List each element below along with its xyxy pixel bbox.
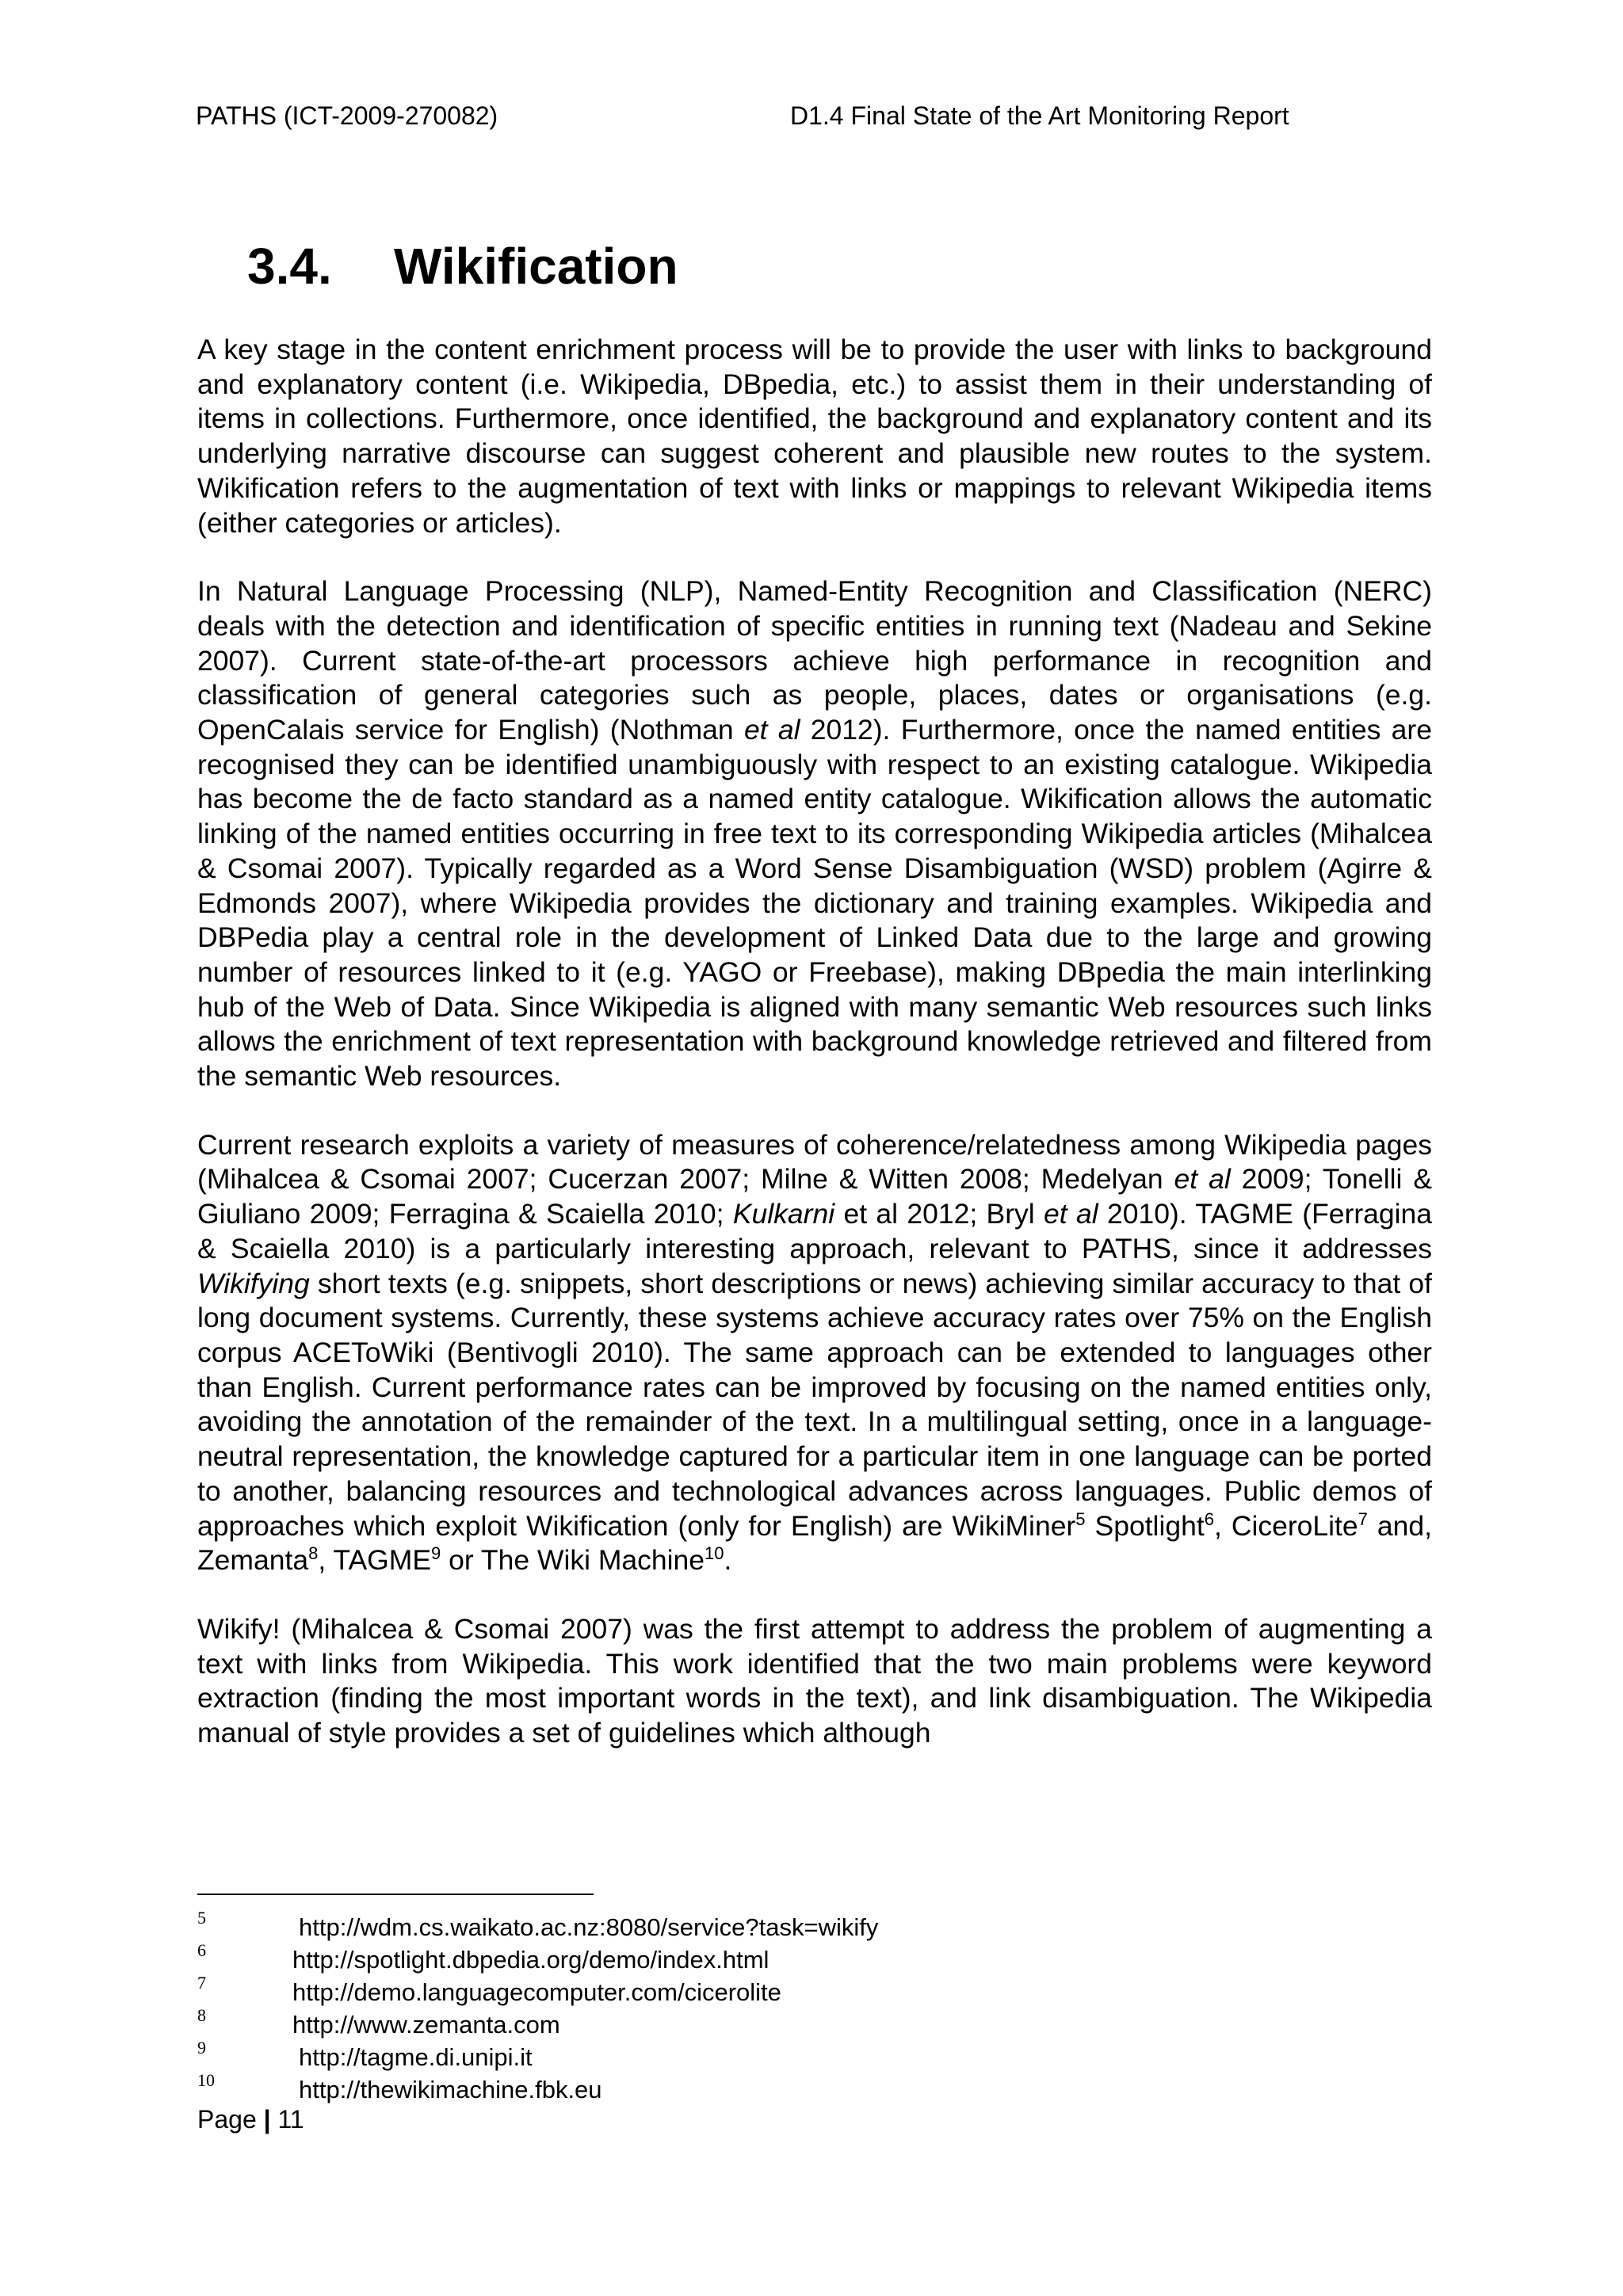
paragraph-1: A key stage in the content enrichment process will be to provide the user with links to background and explanatory content (i.e. Wikipedia, DBpedia, etc.) to assist them in their understanding of items in collections. Furthermore, once identified, the background and explanatory content and its underlying narrative discourse can suggest coherent and plausible new routes to the system. Wikification refers to the augmentation of text with links or mappings to relevant Wikipedia items (either categories or articles). — [197, 334, 1432, 539]
paragraph-3-text: 2009; Tonelli & Giuliano 2009; Ferragina & Scaiella 2010; — [197, 1163, 1433, 1230]
footnotes — [197, 1908, 1228, 2103]
paragraph-3-italic: et al — [1044, 1198, 1098, 1230]
paragraph-2-text: 2012). Furthermore, once the named entities are recognised they can be identified unambiguously with respect to an existing catalogue. Wikipedia has become the de facto standard as a named entity catalogue. Wikification allows the automatic linking of the named entities occurring in free text to its corresponding Wikipedia articles (Mihalcea & Csomai 2007). Typically regarded as a Word Sense Disambiguation (WSD) problem (Agirre & Edmonds 2007), where Wikipedia provides the dictionary and training examples. Wikipedia and DBPedia play a central role in the development of Linked Data due to the large and growing number of resources linked to it (e.g. YAGO or Freebase), making DBpedia the main interlinking hub of the Web of Data. Since Wikipedia is aligned with many semantic Web resources such links allows the enrichment of text representation with background knowledge retrieved and filtered from the semantic Web resources. — [197, 714, 1432, 1093]
header-project-id: PATHS (ICT-2009-270082) — [196, 101, 498, 130]
paragraph-3-text: and, Zemanta — [197, 1509, 1432, 1577]
paragraph-3-text: , CiceroLite — [1213, 1509, 1358, 1542]
footnote-ref-10[interactable]: 10 — [705, 1543, 724, 1564]
footnote-link[interactable]: http://wdm.cs.waikato.ac.nz:8080/service?task=wikify — [299, 1913, 879, 1941]
footnote-number: 10 — [197, 2070, 215, 2090]
footnote-number: 7 — [197, 1973, 206, 1993]
section-title: Wikification — [394, 238, 678, 295]
footnote-link[interactable]: http://spotlight.dbpedia.org/demo/index.html — [292, 1946, 769, 1974]
paragraph-3-italic: Kulkarni — [732, 1198, 835, 1230]
footnote — [197, 1908, 1228, 1940]
page-header — [196, 98, 1432, 133]
footnote — [197, 2038, 1228, 2070]
paragraph-3-text: short texts (e.g. snippets, short descriptions or news) achieving similar accuracy to that of long document systems. Currently, these systems achieve accuracy rates over 75% on the English corpus ACEToWiki (Bentivogli 2010). The same approach can be extended to languages other than English. Current performance rates can be improved by focusing on the named entities only, avoiding the annotation of the remainder of the text. In a multilingual setting, once in a language-neutral representation, the knowledge captured for a particular item in one language can be ported to another, balancing resources and technological advances across languages. Public demos of approaches which exploit Wikification (only for English) are WikiMiner — [197, 1267, 1432, 1542]
paragraph-3-text: Spotlight — [1085, 1509, 1205, 1542]
page-footer — [197, 2103, 304, 2135]
body-text — [197, 333, 1432, 1785]
paragraph-2 — [197, 574, 1432, 1094]
paragraph-2-text: In Natural Language Processing (NLP), Named-Entity Recognition and Classification (NERC) deals with the detection and identification of specific entities in running text (Nadeau and Sekine 2007). Current state-of-the-art processors achieve high performance in recognition and classification of general categories such as people, places, dates or organisations (e.g. OpenCalais service for English) (Nothman — [197, 575, 1432, 746]
paragraph-3-italic: Wikifying — [197, 1267, 310, 1299]
paragraph-3 — [197, 1128, 1432, 1578]
footnote-separator — [197, 1894, 594, 1895]
footnote-number: 5 — [197, 1908, 206, 1928]
paragraph-3-text: et al 2012; Bryl — [834, 1198, 1044, 1230]
footnote — [197, 1940, 1228, 1973]
paragraph-3-text: 2010). TAGME (Ferragina & Scaiella 2010) is a particularly interesting approach, relevant to PATHS, since it addresses — [197, 1198, 1432, 1264]
footnote-number: 9 — [197, 2038, 206, 2058]
footnote-number: 8 — [197, 2005, 206, 2025]
paragraph-4: Wikify! (Mihalcea & Csomai 2007) was the first attempt to address the problem of augmenting a text with links from Wikipedia. This work identified that the two main problems were keyword extraction (finding the most important words in the text), and link disambiguation. The Wikipedia manual of style provides a set of guidelines which although — [197, 1612, 1432, 1749]
paragraph-3-text: Current research exploits a variety of measures of coherence/relatedness among Wikipedia pages (Mihalcea & Csomai 2007; Cucerzan 2007; Milne & Witten 2008; Medelyan — [197, 1128, 1432, 1196]
footnote-ref-7[interactable]: 7 — [1358, 1508, 1368, 1529]
footnote-link[interactable]: http://thewikimachine.fbk.eu — [299, 2076, 602, 2103]
section-number: 3.4. — [247, 238, 332, 295]
page-label: Page — [197, 2105, 257, 2134]
section-heading — [247, 235, 678, 298]
paragraph-3-text: , TAGME — [318, 1544, 432, 1577]
paragraph-3-text: . — [724, 1544, 732, 1577]
footnote-ref-9[interactable]: 9 — [431, 1543, 441, 1564]
footnote-ref-6[interactable]: 6 — [1204, 1508, 1214, 1529]
paragraph-2-italic: et al — [743, 714, 800, 746]
footnote-ref-5[interactable]: 5 — [1075, 1508, 1086, 1529]
page-separator: | — [263, 2105, 271, 2134]
footnote-link[interactable]: http://tagme.di.unipi.it — [299, 2043, 533, 2071]
footnote — [197, 2070, 1228, 2103]
footnote — [197, 2005, 1228, 2038]
footnote-ref-8[interactable]: 8 — [308, 1543, 319, 1564]
paragraph-3-text: or The Wiki Machine — [441, 1544, 705, 1577]
page-number: 11 — [277, 2105, 304, 2134]
paragraph-3-italic: et al — [1174, 1163, 1231, 1196]
footnote-number: 6 — [197, 1940, 206, 1960]
footnote — [197, 1973, 1228, 2005]
header-report-title: D1.4 Final State of the Art Monitoring Report — [790, 101, 1289, 130]
footnote-link[interactable]: http://www.zemanta.com — [292, 2011, 560, 2039]
footnote-link[interactable]: http://demo.languagecomputer.com/cicerolite — [292, 1978, 781, 2006]
